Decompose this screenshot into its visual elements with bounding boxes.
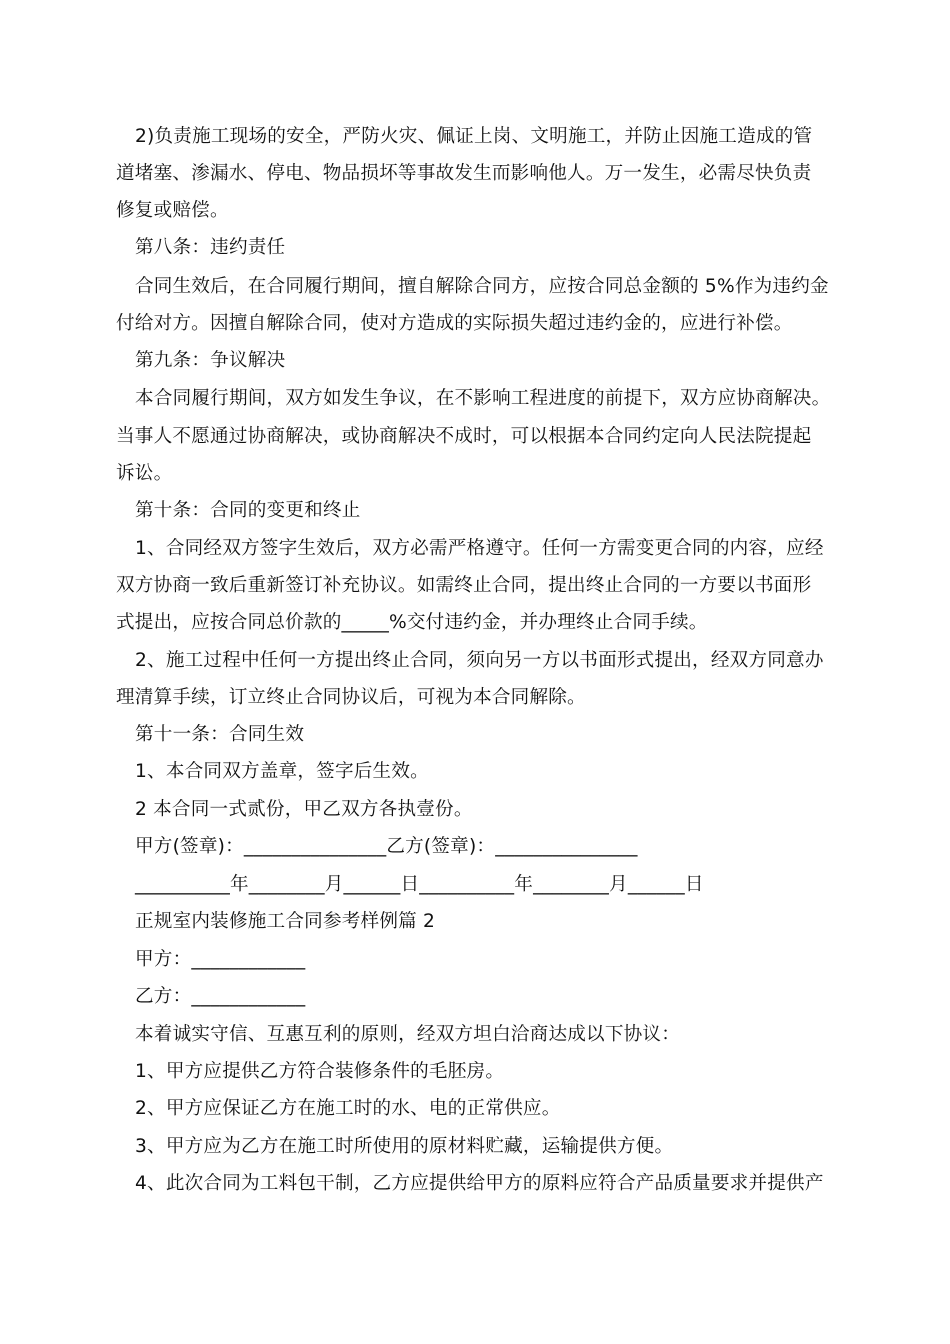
section-heading: 第十一条：合同生效 [135, 724, 305, 745]
text-line: 双方协商一致后重新签订补充协议。如需终止合同，提出终止合同的一方要以书面形 [116, 575, 812, 596]
party-a-line: 甲方：____________ [135, 949, 306, 970]
text-line: 3、甲方应为乙方在施工时所使用的原材料贮藏，运输提供方便。 [135, 1136, 674, 1157]
text-line: 修复或赔偿。 [116, 200, 229, 221]
text-line: 付给对方。因擅自解除合同，使对方造成的实际损失超过违约金的，应进行补偿。 [116, 313, 793, 334]
party-b-line: 乙方：____________ [135, 986, 306, 1007]
text-line: 道堵塞、渗漏水、停电、物品损坏等事故发生而影响他人。万一发生，必需尽快负责 [116, 163, 812, 184]
document-title: 正规室内装修施工合同参考样例篇 2 [135, 911, 436, 932]
text-line: 合同生效后，在合同履行期间，擅自解除合同方，应按合同总金额的 5%作为违约金 [135, 276, 829, 297]
section-heading: 第九条：争议解决 [135, 350, 286, 371]
text-line: 2、施工过程中任何一方提出终止合同，须向另一方以书面形式提出，经双方同意办 [135, 650, 824, 671]
text-line: 式提出，应按合同总价款的_____%交付违约金，并办理终止合同手续。 [116, 612, 708, 633]
text-line: 1、本合同双方盖章，签字后生效。 [135, 761, 429, 782]
text-line: 1、合同经双方签字生效后，双方必需严格遵守。任何一方需变更合同的内容，应经 [135, 538, 824, 559]
date-line: __________年________月______日__________年________月______日 [135, 874, 704, 895]
section-heading: 第八条：违约责任 [135, 237, 286, 258]
text-line: 理清算手续，订立终止合同协议后，可视为本合同解除。 [116, 687, 586, 708]
signature-line: 甲方(签章)：_______________乙方(签章)：_______________ [135, 836, 638, 857]
text-line: 2、甲方应保证乙方在施工时的水、电的正常供应。 [135, 1098, 561, 1119]
text-line: 4、此次合同为工料包干制，乙方应提供给甲方的原料应符合产品质量要求并提供产 [135, 1173, 824, 1194]
text-line: 本合同履行期间，双方如发生争议，在不影响工程进度的前提下，双方应协商解决。 [135, 388, 831, 409]
text-line: 2 本合同一式贰份，甲乙双方各执壹份。 [135, 799, 473, 820]
section-heading: 第十条：合同的变更和终止 [135, 500, 361, 521]
text-line: 1、甲方应提供乙方符合装修条件的毛胚房。 [135, 1061, 505, 1082]
text-line: 诉讼。 [116, 463, 173, 484]
text-line: 当事人不愿通过协商解决，或协商解决不成时，可以根据本合同约定向人民法院提起 [116, 426, 812, 447]
text-line: 2)负责施工现场的安全，严防火灾、佩证上岗、文明施工，并防止因施工造成的管 [135, 126, 813, 147]
text-line: 本着诚实守信、互惠互利的原则，经双方坦白洽商达成以下协议： [135, 1024, 681, 1045]
